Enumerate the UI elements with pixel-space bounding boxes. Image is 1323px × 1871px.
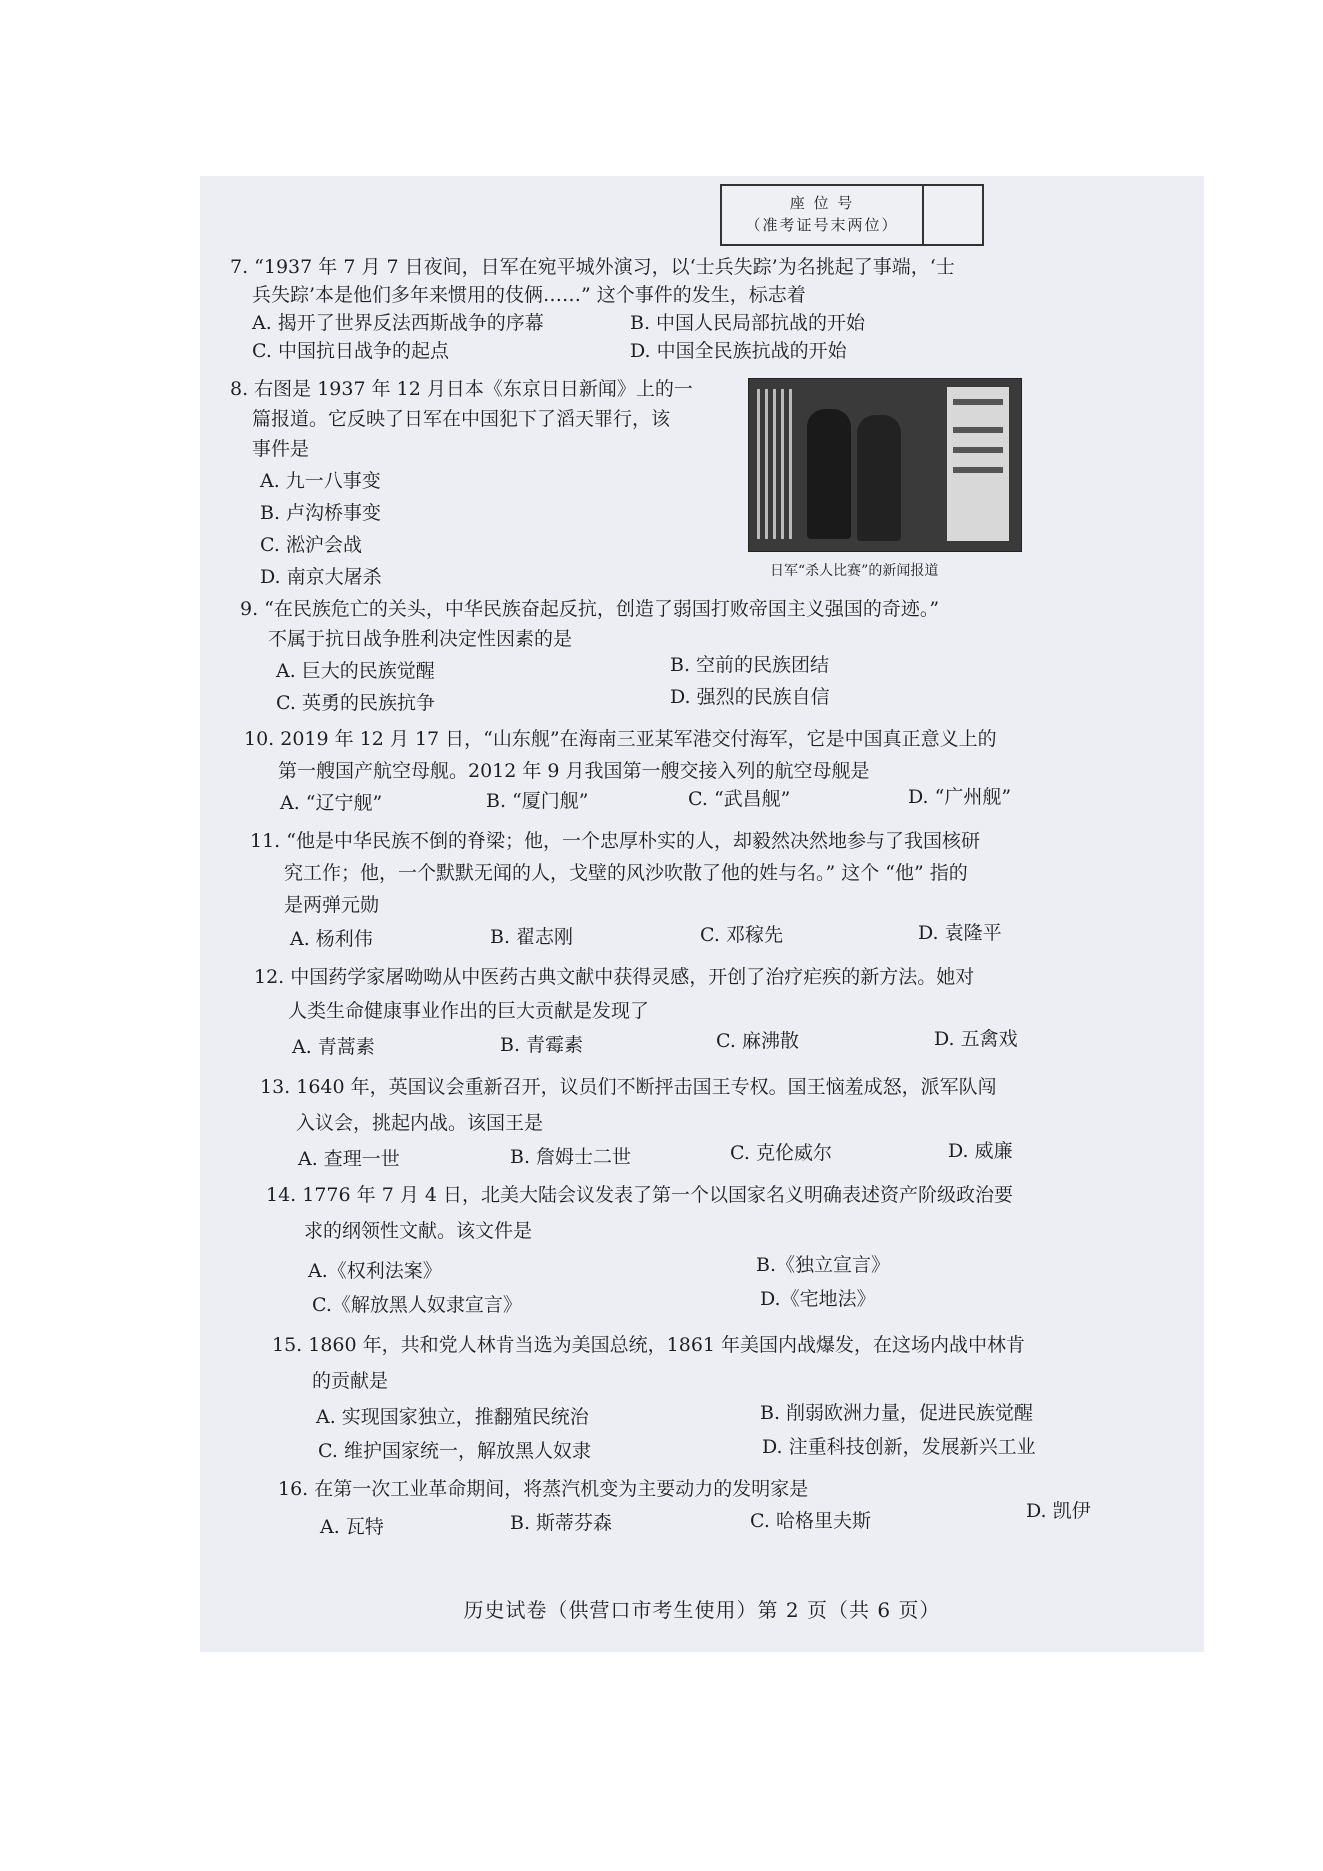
- question-text: 12. 中国药学家屠呦呦从中医药古典文献中获得灵感，开创了治疗疟疾的新方法。她对: [254, 966, 975, 988]
- option-d: D.《宅地法》: [760, 1288, 876, 1310]
- option-d: D. 袁隆平: [918, 922, 1002, 944]
- newspaper-photo: [748, 378, 1022, 552]
- question-text: 入议会，挑起内战。该国王是: [296, 1112, 544, 1134]
- option-d: D. 注重科技创新，发展新兴工业: [762, 1436, 1036, 1458]
- option-b: B. 卢沟桥事变: [260, 502, 382, 524]
- question-text: 10. 2019 年 12 月 17 日，“山东舰”在海南三亚某军港交付海军，它是中国真正意义上的: [244, 728, 997, 750]
- headline-strip: [953, 467, 1003, 473]
- question-text: 的贡献是: [312, 1370, 389, 1392]
- question-text: 9. “在民族危亡的关头，中华民族奋起反抗，创造了弱国打败帝国主义强国的奇迹。”: [240, 598, 940, 620]
- option-c: C. 淞沪会战: [260, 534, 362, 556]
- option-c: C. 麻沸散: [716, 1030, 799, 1052]
- option-c: C. 维护国家统一，解放黑人奴隶: [318, 1440, 591, 1462]
- soldier-figure: [807, 409, 851, 539]
- exam-page: [200, 176, 1204, 1652]
- question-text: 求的纲领性文献。该文件是: [304, 1220, 533, 1242]
- option-b: B. 翟志刚: [490, 926, 574, 948]
- option-c: C.《解放黑人奴隶宣言》: [312, 1294, 522, 1316]
- option-d: D. 威廉: [948, 1140, 1013, 1162]
- option-b: B. 詹姆士二世: [510, 1146, 632, 1168]
- seat-label-line2: （准考证号末两位）: [745, 216, 899, 234]
- option-c: C. 英勇的民族抗争: [276, 692, 435, 714]
- question-text: 11. “他是中华民族不倒的脊梁；他，一个忠厚朴实的人，却毅然决然地参与了我国核研: [250, 830, 980, 852]
- option-c: C. 邓稼先: [700, 924, 783, 946]
- question-text: 15. 1860 年，共和党人林肯当选为美国总统，1861 年美国内战爆发，在这场内战中林肯: [272, 1334, 1026, 1356]
- option-c: C. “武昌舰”: [688, 788, 791, 810]
- option-b: B. 削弱欧洲力量，促进民族觉醒: [760, 1402, 1034, 1424]
- option-b: B.《独立宣言》: [756, 1254, 891, 1276]
- option-d: D. 南京大屠杀: [260, 566, 382, 588]
- option-a: A.《权利法案》: [308, 1260, 442, 1282]
- option-a: A. 瓦特: [320, 1516, 384, 1538]
- page-footer: 历史试卷（供营口市考生使用）第 2 页（共 6 页）: [463, 1598, 941, 1622]
- question-text: 14. 1776 年 7 月 4 日，北美大陆会议发表了第一个以国家名义明确表述资产阶级政治要: [266, 1184, 1013, 1206]
- option-b: B. 空前的民族团结: [670, 654, 830, 676]
- question-text: 究工作；他，一个默默无闻的人，戈壁的风沙吹散了他的姓与名。” 这个 “他” 指的: [284, 862, 968, 884]
- option-a: A. 揭开了世界反法西斯战争的序幕: [252, 312, 544, 334]
- seat-number-label: [722, 186, 924, 244]
- question-text: 篇报道。它反映了日军在中国犯下了滔天罪行，该: [252, 408, 671, 430]
- option-c: C. 克伦威尔: [730, 1142, 832, 1164]
- newspaper-text-columns: [757, 389, 797, 539]
- option-c: C. 中国抗日战争的起点: [252, 340, 449, 362]
- headline-block: [947, 387, 1009, 541]
- headline-strip: [953, 447, 1003, 453]
- soldier-figure: [857, 415, 901, 541]
- question-text: 7. “1937 年 7 月 7 日夜间，日军在宛平城外演习，以‘士兵失踪’为名挑起了事端，‘士: [230, 256, 955, 278]
- question-text: 不属于抗日战争胜利决定性因素的是: [268, 628, 573, 650]
- question-text: 16. 在第一次工业革命期间，将蒸汽机变为主要动力的发明家是: [278, 1478, 809, 1500]
- option-b: B. 青霉素: [500, 1034, 584, 1056]
- headline-strip: [953, 399, 1003, 405]
- seat-number-blank: [924, 186, 982, 244]
- option-a: A. 九一八事变: [260, 470, 381, 492]
- option-a: A. 杨利伟: [290, 928, 373, 950]
- option-a: A. 查理一世: [298, 1148, 400, 1170]
- seat-label-line1: 座 位 号: [789, 194, 855, 212]
- question-text: 人类生命健康事业作出的巨大贡献是发现了: [288, 1000, 650, 1022]
- question-text: 8. 右图是 1937 年 12 月日本《东京日日新闻》上的一: [230, 378, 693, 400]
- option-b: B. 斯蒂芬森: [510, 1512, 613, 1534]
- question-text: 事件是: [252, 438, 310, 460]
- option-a: A. “辽宁舰”: [280, 792, 383, 814]
- option-a: A. 实现国家独立，推翻殖民统治: [316, 1406, 589, 1428]
- option-d: D. 五禽戏: [934, 1028, 1018, 1050]
- headline-strip: [953, 427, 1003, 433]
- question-text: 13. 1640 年，英国议会重新召开，议员们不断抨击国王专权。国王恼羞成怒，派军队闯: [260, 1076, 997, 1098]
- option-a: A. 巨大的民族觉醒: [276, 660, 435, 682]
- question-text: 第一艘国产航空母舰。2012 年 9 月我国第一艘交接入列的航空母舰是: [278, 760, 870, 782]
- option-d: D. 凯伊: [1026, 1500, 1091, 1522]
- option-d: D. “广州舰”: [908, 786, 1012, 808]
- photo-caption: 日军“杀人比赛”的新闻报道: [770, 563, 939, 579]
- option-d: D. 强烈的民族自信: [670, 686, 830, 708]
- question-text: 是两弹元勋: [284, 894, 380, 916]
- option-a: A. 青蒿素: [292, 1036, 375, 1058]
- option-b: B. 中国人民局部抗战的开始: [630, 312, 866, 334]
- option-c: C. 哈格里夫斯: [750, 1510, 871, 1532]
- option-b: B. “厦门舰”: [486, 790, 589, 812]
- option-d: D. 中国全民族抗战的开始: [630, 340, 847, 362]
- seat-number-box: [720, 184, 984, 246]
- question-text: 兵失踪’本是他们多年来惯用的伎俩……” 这个事件的发生，标志着: [252, 284, 806, 306]
